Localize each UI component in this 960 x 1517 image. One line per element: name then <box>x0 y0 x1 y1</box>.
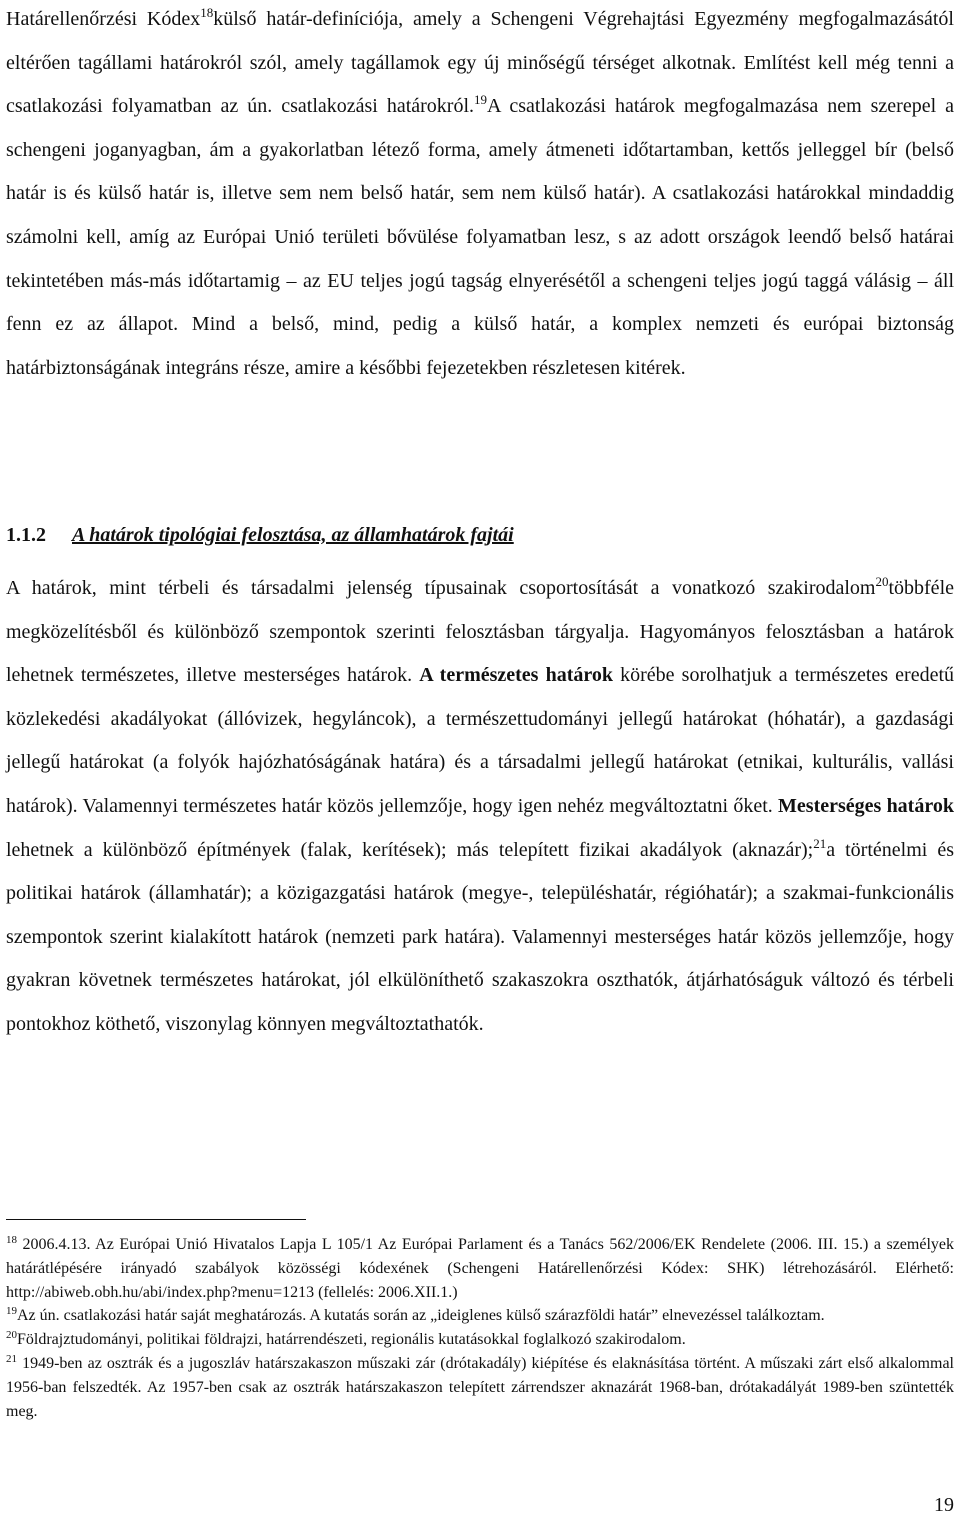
paragraph-text: Határellenőrzési Kódex <box>6 8 201 30</box>
section-number: 1.1.2 <box>6 524 46 546</box>
footnote-number: 20 <box>6 1329 17 1342</box>
footnote-ref-21[interactable]: 21 <box>813 835 827 851</box>
paragraph-text: A csatlakozási határok megfogalmazása nem szerepel a schengeni joganyagban, ám a gyakorlatban létező forma, amely átmeneti időtartamban, kettős jelleggel bír (belső határ is és külső határ is, illetve sem nem belső határ, sem nem külső határ). A csatlakozási határokkal mindaddig számolni kell, amíg az Európai Unió területi bővülése folyamatban lesz, s az adott országok leendő belső határai tekintetében más-más időtartamig – az EU teljes jogú tagság elnyerésétől a schengeni teljes jogú taggá válásig – áll fenn ez az állapot. Mind a belső, mind, pedig a külső határ, a komplex nemzeti és európai biztonság határbiztonságának integráns része, amire a későbbi fejezetekben részletesen kitérek. <box>6 95 955 379</box>
footnote-number: 21 <box>6 1352 17 1365</box>
footnote-separator <box>6 1219 306 1220</box>
page-number: 19 <box>934 1494 954 1516</box>
paragraph-text: külső határ-definíciója, amely a Schengeni Végrehajtási Egyezmény megfogalmazásától eltérően tagállami határokról szól, amely tagállamok egy új minőségű térséget alkotnak. Említést kell még tenni a csatlakozási folyamatban az ún. csatlakozási határokról. <box>6 8 954 118</box>
bold-term-termeszetes-hatarok: A természetes határok <box>419 664 614 687</box>
footnote-text: 2006.4.13. Az Európai Unió Hivatalos Lapja L 105/1 Az Európai Parlament és a Tanács 562/2006/EK Rendelete (2006. III. 15.) a személyek határátlépésére irányadó szabályok közösségi kódexének (Schengeni Határellenőrzési Kódex: SHK) létrehozásáról. Elérhető: http://abiweb.obh.hu/abi/index.php?menu=1213 (fellelés: 2006.XII.1.) <box>6 1236 954 1301</box>
footnotes <box>6 1233 954 1423</box>
footnote-text: 1949-ben az osztrák és a jugoszláv határszakaszon műszaki zár (drótakadály) kiépítése és elaknásítása történt. A műszaki zárt első alkalommal 1956-ban felszedték. Az 1957-ben csak az osztrák határszakaszon telepített zárrendszer aknazárát 1968-ban, drótakadályát 1989-ben szüntették meg. <box>6 1354 954 1420</box>
paragraph-text: körébe sorolhatjuk a természetes eredetű közlekedési akadályokat (állóvizek, hegyláncok), a természettudományi jellegű határokat (hóhatár), a gazdasági jellegű határokat (a folyók hajózhatóságának határa) és a társadalmi jellegű határokat (etnikai, kulturális, vallási határok). Valamennyi természetes határ közös jellemzője, hogy igen nehéz megváltoztatni őket. <box>6 664 955 817</box>
footnote-ref-18[interactable]: 18 <box>200 5 214 20</box>
footnote-21 <box>6 1352 954 1423</box>
footnote-text: Az ún. csatlakozási határ saját meghatározás. A kutatás során az „ideiglenes külső szárazföldi határ” elnevezéssel találkoztam. <box>17 1307 825 1325</box>
paragraph-text: A határok, mint térbeli és társadalmi jelenség típusainak csoportosítását a vonatkozó szakirodalom <box>6 577 876 599</box>
paragraph-text: lehetnek a különböző építmények (falak, kerítések); más telepített fizikai akadályok (aknazár); <box>6 838 814 861</box>
bold-term-mesterseges-hatarok: Mesterséges határok <box>778 794 954 817</box>
section-title: A határok tipológiai felosztása, az államhatárok fajtái <box>72 524 514 546</box>
footnote-19 <box>6 1304 954 1328</box>
footnote-20 <box>6 1328 954 1352</box>
paragraph-text: a történelmi és politikai határok (államhatár); a közigazgatási határok (megye-, településhatár, régióhatár); a szakmai-funkcionális szempontok szerint kialakított határok (nemzeti park határa). Valamennyi mesterséges határ közös jellemzője, hogy gyakran követnek természetes határokat, jól elkülöníthető szakaszokra oszthatók, átjárhatóságuk változó és térbeli pontokhoz köthető, viszonylag könnyen megváltoztathatók. <box>6 838 954 1035</box>
footnote-number: 19 <box>6 1305 17 1318</box>
paragraph-text: többféle megközelítésből és különböző szempontok szerinti felosztásban tárgyalja. Hagyományos felosztásban a határok lehetnek természetes, illetve mesterséges határok. <box>6 577 954 687</box>
paragraph-hatarok-tipologia <box>6 567 954 1047</box>
footnote-ref-19[interactable]: 19 <box>474 92 488 108</box>
footnote-text: Földrajztudományi, politikai földrajzi, határrendészeti, regionális kutatásokkal foglalkozó szakirodalom. <box>17 1331 686 1349</box>
paragraph-csatlakozasi-hatarok <box>6 0 954 390</box>
footnote-number: 18 <box>6 1234 17 1246</box>
footnote-ref-20[interactable]: 20 <box>875 574 889 589</box>
footnote-18 <box>6 1233 954 1304</box>
section-heading <box>6 514 954 557</box>
